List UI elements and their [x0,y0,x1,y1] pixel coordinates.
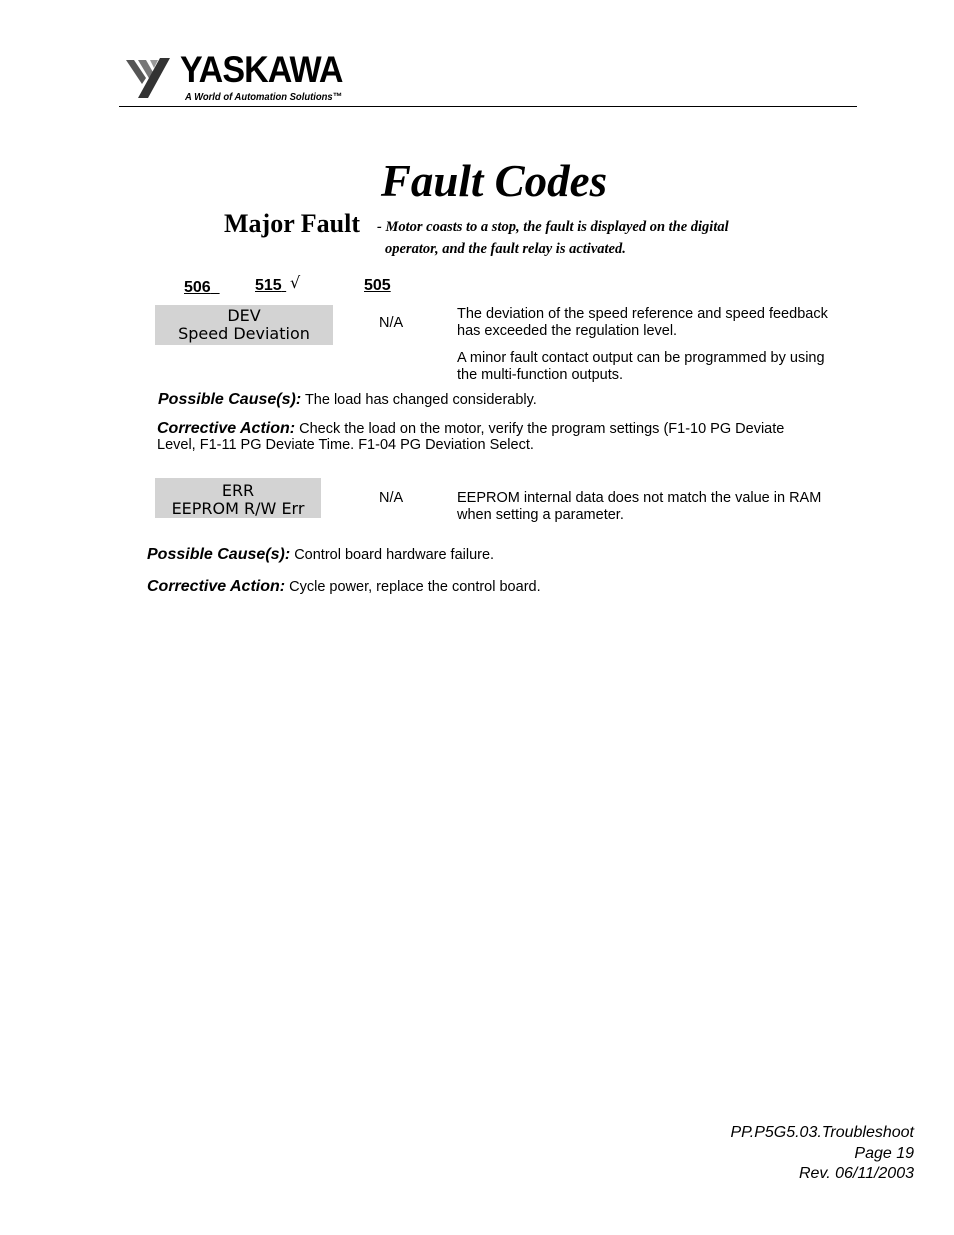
brand-tagline: A World of Automation Solutions™ [185,91,343,103]
fault-alt-code: N/A [379,490,404,506]
brand-name: YASKAWA [180,49,343,90]
section-heading: Major Fault [224,209,360,238]
fault-code: DEV [227,306,261,325]
code-505: 505 [364,277,391,294]
corrective-action-label: Corrective Action: [147,578,286,595]
corrective-action-text: Cycle power, replace the control board. [289,579,541,595]
yaskawa-logo-icon [124,54,180,102]
check-mark-icon: √ [290,273,301,292]
possible-cause [147,546,494,564]
fault-display-err [155,478,321,518]
page-title: Fault Codes [380,156,608,206]
possible-cause-text: The load has changed considerably. [304,392,537,408]
corrective-action-text: Check the load on the motor, verify the program settings (F1-10 PG Deviate Level, F1-11 PG Deviate Time. F1-04 PG Deviation Select. [157,421,785,453]
possible-cause-label: Possible Cause(s): [158,391,302,408]
possible-cause-text: Control board hardware failure. [294,547,495,563]
footer-page-number: Page 19 [854,1145,914,1162]
possible-cause [158,391,537,409]
possible-cause-label: Possible Cause(s): [147,546,291,563]
code-515: 515 [255,277,282,294]
section-description-line2: operator, and the fault relay is activated. [385,241,626,257]
fault-description: The deviation of the speed reference and speed feedback has exceeded the regulation level. [457,306,828,339]
fault-description: EEPROM internal data does not match the value in RAM when setting a parameter. [457,490,822,523]
footer-doc-id: PP.P5G5.03.Troubleshoot [730,1124,914,1141]
footer-revision: Rev. 06/11/2003 [798,1165,914,1182]
corrective-action-label: Corrective Action: [157,420,296,437]
fault-name: Speed Deviation [178,324,310,343]
header-divider [119,106,857,107]
fault-description-note: A minor fault contact output can be programmed by using the multi-function outputs. [457,350,825,383]
corrective-action [147,578,541,596]
code-506: 506 [184,279,211,296]
corrective-action [157,421,817,453]
fault-name: EEPROM R/W Err [171,499,305,518]
fault-display-dev [155,305,333,345]
section-description-line1: - Motor coasts to a stop, the fault is displayed on the digital [377,219,729,235]
fault-alt-code: N/A [379,315,404,331]
fault-code: ERR [221,481,255,500]
